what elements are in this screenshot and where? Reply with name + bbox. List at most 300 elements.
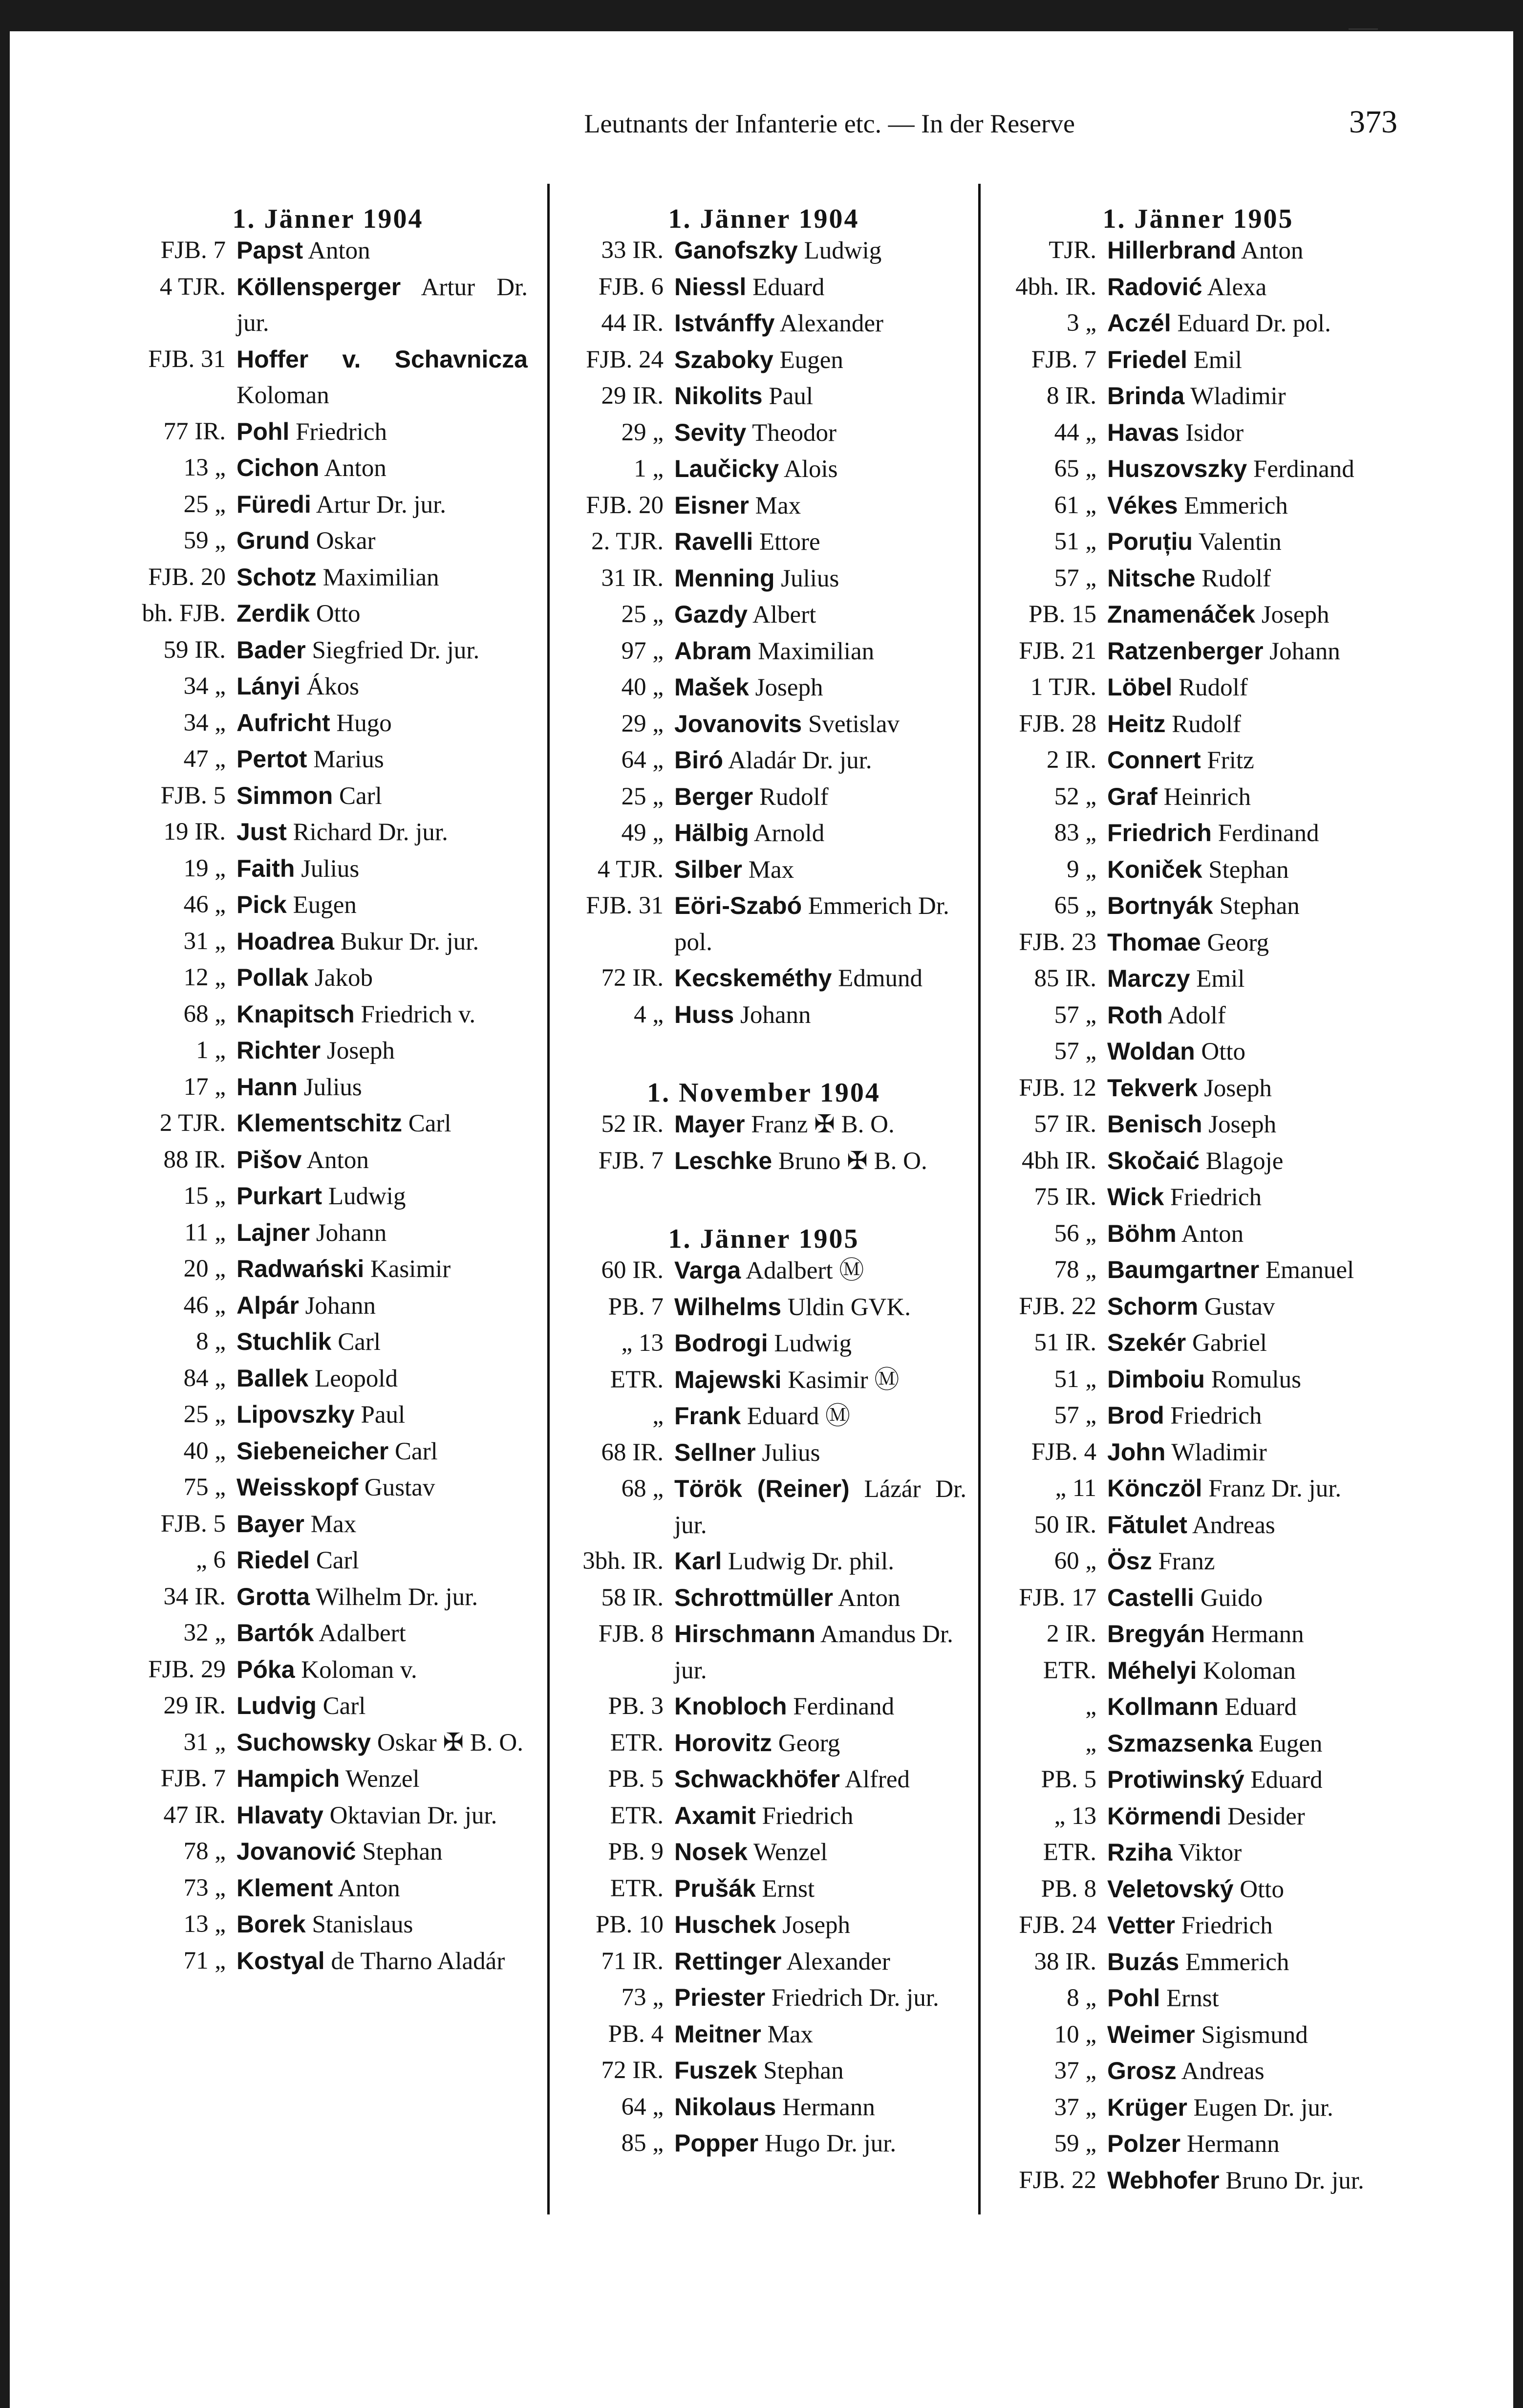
person-name <box>1107 1871 1403 1908</box>
given-name: Romulus <box>1211 1366 1301 1393</box>
person-name <box>1107 1726 1403 1762</box>
surname: Friedrich <box>1107 819 1212 846</box>
list-entry <box>128 632 528 669</box>
unit-code: 88 IR. <box>163 1146 226 1173</box>
list-entry <box>128 1215 528 1252</box>
surname: Simmon <box>236 781 333 809</box>
surname: Polzer <box>1107 2130 1181 2157</box>
person-name <box>674 1398 966 1435</box>
person-name <box>236 1470 528 1506</box>
list-entry <box>993 670 1403 706</box>
surname: Bregyán <box>1107 1620 1205 1648</box>
surname: Laučicky <box>674 455 779 482</box>
surname: Vetter <box>1107 1911 1175 1939</box>
given-name: Stephan <box>763 2057 844 2084</box>
surname: Eöri-Szabó <box>674 892 802 919</box>
unit-code: 2 TJR. <box>159 1109 226 1137</box>
unit-code: „ 6 <box>196 1546 226 1574</box>
unit-code: 8 IR. <box>1047 382 1096 410</box>
given-name: Ferdinand <box>793 1693 895 1720</box>
person-name <box>674 2053 966 2089</box>
person-name <box>1107 1980 1403 2017</box>
list-entry <box>993 378 1403 415</box>
list-entry <box>561 1543 966 1580</box>
person-name <box>1107 1507 1403 1544</box>
unit-code: 17 „ <box>183 1073 226 1101</box>
unit-code: 29 IR. <box>163 1692 226 1719</box>
list-entry <box>993 1471 1403 1507</box>
person-name <box>1107 1398 1403 1434</box>
person-name <box>1107 1434 1403 1471</box>
person-name <box>1107 852 1403 889</box>
unit-code: 64 „ <box>621 746 664 774</box>
given-name: Wenzel <box>753 1839 828 1866</box>
page-number: 373 <box>1349 104 1397 140</box>
list-entry <box>561 342 966 379</box>
list-entry <box>128 1361 528 1397</box>
unit-code: 68 IR. <box>601 1438 664 1466</box>
list-entry <box>561 2053 966 2089</box>
given-name: Edmund <box>838 965 922 992</box>
unit-code: 25 „ <box>621 782 664 810</box>
person-name <box>1107 742 1403 779</box>
given-name: Anton <box>1241 237 1304 264</box>
list-entry <box>993 1507 1403 1544</box>
surname: Heitz <box>1107 710 1166 738</box>
given-name: Joseph <box>782 1911 851 1939</box>
person-name <box>1107 1179 1403 1216</box>
unit-code: 46 „ <box>183 1291 226 1319</box>
list-entry <box>993 1398 1403 1434</box>
list-entry <box>128 887 528 924</box>
list-entry <box>561 488 966 524</box>
given-name: Sigismund <box>1201 2021 1308 2049</box>
given-name: Marius <box>313 746 384 773</box>
surname: Faith <box>236 854 295 882</box>
surname: Schorm <box>1107 1292 1199 1320</box>
surname: Ballek <box>236 1364 309 1392</box>
unit-code: 52 „ <box>1054 782 1096 810</box>
given-name: Ferdinand <box>1218 820 1319 847</box>
unit-code: 60 IR. <box>601 1257 664 1284</box>
surname: Ratzenberger <box>1107 637 1264 665</box>
given-name: Joseph <box>755 674 823 701</box>
unit-code: 19 IR. <box>163 818 226 846</box>
person-name <box>1107 561 1403 597</box>
unit-code: ETR. <box>610 1801 664 1829</box>
person-name <box>1107 1252 1403 1289</box>
list-entry <box>561 997 966 1034</box>
unit-code: „ <box>1085 1729 1096 1757</box>
person-name <box>236 233 528 269</box>
list-entry <box>128 342 528 414</box>
given-name: Leopold <box>315 1365 398 1392</box>
unit-code: 11 „ <box>184 1218 226 1246</box>
surname: Lipovszky <box>236 1401 355 1428</box>
given-name: Emil <box>1193 346 1242 374</box>
unit-code: 51 IR. <box>1034 1329 1096 1356</box>
given-name: Eugen <box>293 891 357 919</box>
given-name: Siegfried Dr. jur. <box>312 636 480 664</box>
surname: Menning <box>674 564 775 592</box>
unit-code: 56 „ <box>1054 1219 1096 1247</box>
unit-code: 40 „ <box>183 1437 226 1465</box>
given-name: Carl <box>339 782 382 810</box>
list-entry <box>993 925 1403 961</box>
unit-code: 29 IR. <box>601 382 664 410</box>
surname: Grosz <box>1107 2057 1177 2084</box>
list-entry <box>561 1289 966 1326</box>
unit-code: 25 „ <box>621 601 664 628</box>
unit-code: 1 „ <box>634 455 664 482</box>
list-entry <box>128 960 528 997</box>
list-entry <box>993 1252 1403 1289</box>
list-entry <box>561 1580 966 1617</box>
surname: Alpár <box>236 1291 299 1319</box>
unit-code: FJB. 7 <box>160 237 226 264</box>
list-entry <box>561 1362 966 1399</box>
given-name: Ettore <box>759 528 820 556</box>
list-entry <box>128 778 528 815</box>
given-name: Stanislaus <box>312 1911 413 1938</box>
given-name: Bruno ✠ B. O. <box>778 1147 927 1175</box>
given-name: Johann <box>740 1001 811 1029</box>
surname: Köllensperger <box>236 273 401 301</box>
surname: Baumgartner <box>1107 1256 1260 1283</box>
unit-code: 83 „ <box>1054 819 1096 846</box>
column-rule <box>978 184 981 2214</box>
given-name: Alexander <box>779 310 883 337</box>
surname: Sellner <box>674 1438 756 1466</box>
list-entry <box>993 1871 1403 1908</box>
person-name <box>236 560 528 596</box>
given-name: Eduard <box>752 273 825 301</box>
person-name <box>674 1143 966 1180</box>
person-name <box>236 1142 528 1179</box>
surname: Nitsche <box>1107 564 1196 592</box>
given-name: Eduard <box>1250 1766 1323 1794</box>
person-name <box>236 1688 528 1725</box>
unit-code: 84 „ <box>183 1364 226 1392</box>
unit-code: 71 „ <box>183 1947 226 1974</box>
given-name: Bukur Dr. jur. <box>340 928 479 955</box>
scan-border-right <box>1513 0 1523 2408</box>
unit-code: PB. 5 <box>1041 1766 1096 1793</box>
surname: Klement <box>236 1874 333 1902</box>
surname: Radović <box>1107 273 1202 301</box>
given-name: Isidor <box>1185 419 1244 447</box>
list-entry <box>561 1106 966 1143</box>
list-entry <box>128 596 528 632</box>
given-name: Eugen <box>1259 1730 1323 1757</box>
unit-code: 75 „ <box>183 1474 226 1501</box>
given-name: Fritz <box>1207 747 1254 774</box>
unit-code: 8 „ <box>1067 1984 1096 2012</box>
surname: Hann <box>236 1073 298 1101</box>
surname: Biró <box>674 746 723 774</box>
surname: Füredi <box>236 490 311 518</box>
person-name <box>1107 415 1403 452</box>
person-name <box>1107 269 1403 306</box>
person-name <box>1107 451 1403 488</box>
person-name <box>674 233 966 269</box>
person-name <box>1107 1362 1403 1398</box>
given-name: Alexander <box>786 1948 890 1975</box>
surname: Gazdy <box>674 601 748 628</box>
column-1 <box>128 195 528 1979</box>
list-entry <box>561 1834 966 1871</box>
given-name: Maximilian <box>758 637 875 665</box>
person-name <box>1107 524 1403 561</box>
person-name <box>1107 2126 1403 2163</box>
list-entry <box>993 1726 1403 1762</box>
surname: Ravelli <box>674 528 753 555</box>
unit-code: 13 „ <box>183 454 226 481</box>
list-entry <box>993 488 1403 524</box>
surname: Poruțiu <box>1107 528 1193 555</box>
given-name: Wenzel <box>345 1765 420 1793</box>
person-name <box>1107 2017 1403 2054</box>
given-name: Alexa <box>1207 273 1267 301</box>
list-entry <box>993 2163 1403 2199</box>
person-name <box>674 633 966 670</box>
list-entry <box>128 1397 528 1433</box>
list-entry <box>128 1798 528 1834</box>
given-name: Paul <box>361 1401 406 1429</box>
unit-code: 2 IR. <box>1047 746 1096 774</box>
given-name: Ludwig <box>774 1330 852 1357</box>
unit-code: „ 13 <box>1054 1802 1096 1830</box>
unit-code: FJB. 22 <box>1019 1292 1096 1320</box>
person-name <box>236 1324 528 1361</box>
person-name <box>1107 1908 1403 1944</box>
surname: Hirschmann <box>674 1620 815 1648</box>
person-name <box>236 814 528 851</box>
surname: Buzás <box>1107 1948 1180 1975</box>
surname: Connert <box>1107 746 1201 774</box>
person-name <box>1107 1835 1403 1871</box>
surname: Veletovský <box>1107 1875 1234 1903</box>
given-name: Arnold <box>753 820 825 847</box>
given-name: Hermann <box>782 2093 875 2121</box>
person-name <box>236 450 528 487</box>
unit-code: 64 „ <box>621 2093 664 2121</box>
surname: Kollmann <box>1107 1693 1219 1720</box>
surname: Pohl <box>236 417 290 445</box>
given-name: Eduard Dr. pol. <box>1177 310 1331 337</box>
scan-mark <box>1349 28 1378 30</box>
surname: Koniček <box>1107 855 1202 883</box>
unit-code: 47 IR. <box>163 1801 226 1829</box>
person-name <box>236 997 528 1033</box>
surname: Brod <box>1107 1402 1164 1429</box>
given-name: Anton <box>324 455 386 482</box>
list-entry <box>128 669 528 705</box>
column-2 <box>561 195 966 2162</box>
unit-code: 4 TJR. <box>159 273 226 301</box>
list-entry <box>128 1470 528 1506</box>
surname: Varga <box>674 1257 741 1284</box>
person-name <box>674 1871 966 1908</box>
unit-code: 9 „ <box>1067 855 1096 883</box>
unit-code: 31 IR. <box>601 564 664 592</box>
given-name: Heinrich <box>1163 783 1251 811</box>
person-name <box>674 1689 966 1725</box>
surname: Hoadrea <box>236 927 335 955</box>
list-entry <box>993 1944 1403 1981</box>
section-heading: 1. Jänner 1904 <box>232 204 424 234</box>
given-name: Viktor <box>1178 1839 1242 1866</box>
unit-code: 73 „ <box>621 1984 664 2011</box>
surname: Klementschitz <box>236 1109 402 1137</box>
person-name <box>1107 670 1403 706</box>
unit-code: 37 „ <box>1054 2093 1096 2121</box>
surname: Radwański <box>236 1255 365 1282</box>
list-entry <box>128 1178 528 1215</box>
surname: Purkart <box>236 1182 322 1210</box>
person-name <box>674 451 966 488</box>
unit-code: FJB. 22 <box>1019 2166 1096 2194</box>
person-name <box>236 924 528 960</box>
person-name <box>236 741 528 778</box>
unit-code: 1 „ <box>196 1037 226 1064</box>
list-entry <box>128 997 528 1033</box>
surname: Bayer <box>236 1510 304 1538</box>
list-entry <box>128 924 528 960</box>
surname: Tekverk <box>1107 1074 1198 1102</box>
person-name <box>236 1542 528 1579</box>
list-entry <box>993 1034 1403 1070</box>
surname: Majewski <box>674 1366 782 1393</box>
unit-code: 25 „ <box>183 490 226 518</box>
unit-code: „ 11 <box>1055 1475 1096 1502</box>
unit-code: 65 „ <box>1054 455 1096 482</box>
list-entry <box>993 2053 1403 2090</box>
given-name: Max <box>310 1510 357 1538</box>
surname: Pohl <box>1107 1984 1160 2012</box>
list-entry <box>128 523 528 560</box>
surname: Böhm <box>1107 1219 1177 1247</box>
person-name <box>1107 1289 1403 1325</box>
person-name <box>674 1580 966 1617</box>
list-entry <box>561 888 966 960</box>
surname: Suchowsky <box>236 1728 371 1756</box>
person-name <box>236 523 528 560</box>
given-name: Valentin <box>1198 528 1282 556</box>
person-name <box>236 1106 528 1142</box>
given-name: Richard Dr. jur. <box>293 819 448 846</box>
given-name: Johann <box>316 1219 387 1247</box>
list-entry <box>993 1543 1403 1580</box>
person-name <box>1107 1944 1403 1981</box>
list-entry <box>128 705 528 742</box>
person-name <box>674 852 966 889</box>
surname: Eisner <box>674 491 749 519</box>
unit-code: 2 IR. <box>1047 1620 1096 1648</box>
surname: Szaboky <box>674 346 773 373</box>
person-name <box>674 997 966 1034</box>
list-entry <box>561 1689 966 1725</box>
list-entry <box>993 415 1403 452</box>
list-entry <box>561 852 966 889</box>
given-name: Amandus Dr. jur. <box>674 1621 953 1684</box>
surname: Kostyal <box>236 1947 325 1974</box>
given-name: Alois <box>783 456 838 483</box>
surname: Nikolaus <box>674 2093 776 2121</box>
list-entry <box>993 305 1403 342</box>
list-entry <box>993 1289 1403 1325</box>
list-entry <box>561 1761 966 1798</box>
person-name <box>1107 888 1403 925</box>
surname: Pertot <box>236 745 307 773</box>
person-name <box>1107 1325 1403 1362</box>
list-entry <box>993 597 1403 633</box>
person-name <box>236 1652 528 1689</box>
list-entry <box>993 1580 1403 1617</box>
unit-code: 97 „ <box>621 637 664 665</box>
person-name <box>674 1725 966 1762</box>
unit-code: FJB. 4 <box>1031 1438 1096 1466</box>
given-name: Friedrich <box>296 418 387 446</box>
given-name: Gabriel <box>1192 1329 1267 1357</box>
unit-code: 75 IR. <box>1034 1183 1096 1211</box>
given-name: Julius <box>303 1073 362 1101</box>
unit-code: 29 „ <box>621 710 664 738</box>
given-name: Stephan <box>1208 856 1289 884</box>
given-name: Joseph <box>1204 1074 1272 1102</box>
given-name: Julius <box>762 1439 820 1467</box>
unit-code: 31 „ <box>183 1728 226 1756</box>
person-name <box>674 561 966 597</box>
list-entry <box>128 1542 528 1579</box>
list-entry <box>993 269 1403 306</box>
list-entry <box>993 1143 1403 1180</box>
given-name: Anton <box>338 1874 400 1902</box>
unit-code: 58 IR. <box>601 1584 664 1611</box>
list-entry <box>561 1398 966 1435</box>
unit-code: „ <box>652 1402 664 1430</box>
person-name <box>674 815 966 852</box>
given-name: Max <box>767 2020 814 2048</box>
person-name <box>236 1506 528 1543</box>
surname: Aufricht <box>236 709 330 737</box>
unit-code: 51 „ <box>1054 1365 1096 1393</box>
given-name: Ludwig <box>804 237 882 264</box>
person-name <box>674 342 966 379</box>
unit-code: 47 „ <box>183 745 226 773</box>
given-name: Ernst <box>762 1875 815 1903</box>
surname: Weimer <box>1107 2020 1195 2048</box>
list-entry <box>561 1253 966 1289</box>
unit-code: ETR. <box>1043 1656 1096 1684</box>
given-name: Ludwig <box>328 1183 406 1210</box>
unit-code: PB. 9 <box>608 1838 664 1866</box>
given-name: Gustav <box>1204 1293 1275 1321</box>
unit-code: ETR. <box>610 1874 664 1902</box>
given-name: Ludwig Dr. phil. <box>728 1548 895 1575</box>
list-entry <box>128 1761 528 1798</box>
surname: Zerdik <box>236 600 310 627</box>
person-name <box>674 1543 966 1580</box>
given-name: Joseph <box>1208 1111 1277 1138</box>
surname: Papst <box>236 237 303 264</box>
surname: Fuszek <box>674 2057 757 2084</box>
list-entry <box>561 597 966 633</box>
person-name <box>674 597 966 633</box>
given-name: Julius <box>781 564 839 592</box>
person-name <box>1107 998 1403 1034</box>
list-entry <box>128 1725 528 1761</box>
